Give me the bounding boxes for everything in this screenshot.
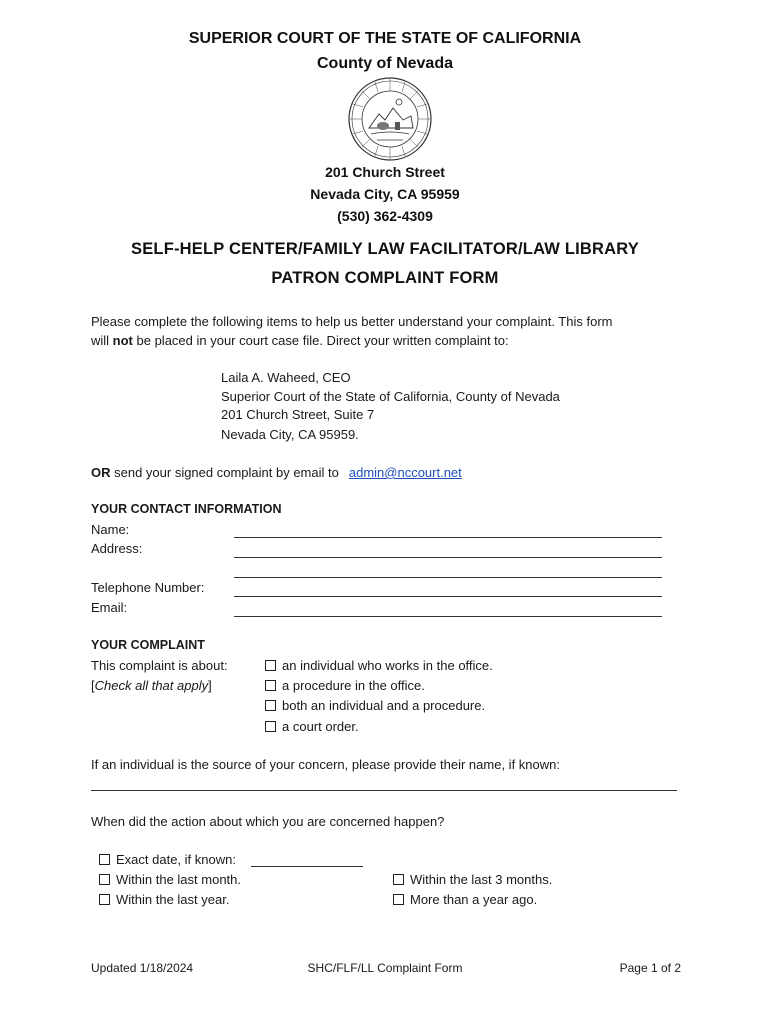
checkbox-icon[interactable]	[99, 894, 110, 905]
option-label: Within the last year.	[116, 892, 230, 907]
option-label: More than a year ago.	[410, 892, 538, 907]
checkbox-icon[interactable]	[265, 721, 276, 732]
phone-label: Telephone Number:	[91, 580, 205, 595]
option-label: an individual who works in the office.	[282, 658, 493, 673]
court-street: 201 Church Street	[325, 164, 445, 180]
recipient-name: Laila A. Waheed, CEO	[221, 370, 351, 385]
intro-emphasis: not	[112, 333, 133, 348]
when-last-month[interactable]	[99, 870, 241, 890]
email-field[interactable]	[234, 616, 662, 617]
address-field-line1[interactable]	[234, 557, 662, 558]
intro-text: be placed in your court case file. Direct your written complaint to:	[132, 333, 509, 348]
footer-updated: Updated 1/18/2024	[91, 961, 194, 975]
intro-text: will	[91, 333, 113, 348]
when-last-3-months[interactable]	[393, 870, 552, 890]
intro-line2	[91, 331, 509, 351]
county-name: County of Nevada	[316, 55, 453, 72]
option-label: a court order.	[282, 719, 359, 734]
recipient-city: Nevada City, CA 95959.	[221, 427, 359, 442]
form-title-line2: PATRON COMPLAINT FORM	[271, 269, 499, 287]
exact-date-field[interactable]	[251, 866, 363, 867]
option-label: Within the last month.	[116, 872, 241, 887]
check-all-note-text: Check all that apply	[94, 678, 209, 693]
address-label: Address:	[91, 541, 143, 556]
email-instruction-text: send your signed complaint by email to	[110, 465, 339, 480]
when-prompt: When did the action about which you are concerned happen?	[91, 814, 445, 829]
phone-field[interactable]	[234, 596, 662, 597]
checkbox-icon[interactable]	[393, 894, 404, 905]
option-procedure[interactable]	[265, 676, 425, 696]
checkbox-icon[interactable]	[393, 874, 404, 885]
option-both[interactable]	[265, 696, 485, 716]
complaint-about-label: This complaint is about:	[91, 658, 228, 673]
individual-name-field[interactable]	[91, 790, 677, 791]
complaint-heading: YOUR COMPLAINT	[91, 638, 205, 652]
recipient-street: 201 Church Street, Suite 7	[221, 407, 375, 422]
when-over-year[interactable]	[393, 890, 537, 910]
option-court-order[interactable]	[265, 717, 359, 737]
address-field-line2[interactable]	[234, 577, 662, 578]
form-title-line1: SELF-HELP CENTER/FAMILY LAW FACILITATOR/LAW LIBRARY	[131, 240, 639, 258]
email-link[interactable]: admin@nccourt.net	[348, 465, 462, 480]
checkbox-icon[interactable]	[99, 874, 110, 885]
court-phone: (530) 362-4309	[337, 208, 433, 224]
email-instruction	[91, 463, 462, 483]
footer-form-name: SHC/FLF/LL Complaint Form	[307, 961, 463, 975]
or-label: OR	[91, 465, 111, 480]
checkbox-icon[interactable]	[99, 854, 110, 865]
name-label: Name:	[91, 522, 130, 537]
footer-page-number: Page 1 of 2	[619, 961, 681, 975]
check-all-note: [Check all that apply]	[91, 678, 212, 693]
option-label: Exact date, if known:	[116, 852, 236, 867]
when-exact-date[interactable]	[99, 850, 236, 870]
option-label: Within the last 3 months.	[410, 872, 553, 887]
individual-prompt: If an individual is the source of your concern, please provide their name, if known:	[91, 757, 560, 772]
option-label: a procedure in the office.	[282, 678, 425, 693]
checkbox-icon[interactable]	[265, 700, 276, 711]
recipient-org: Superior Court of the State of California, County of Nevada	[221, 389, 560, 404]
intro-line1: Please complete the following items to help us better understand your complaint. This form	[91, 314, 613, 329]
name-field[interactable]	[234, 537, 662, 538]
court-city: Nevada City, CA 95959	[310, 186, 460, 202]
court-name: SUPERIOR COURT OF THE STATE OF CALIFORNIA	[188, 30, 582, 47]
checkbox-icon[interactable]	[265, 680, 276, 691]
when-last-year[interactable]	[99, 890, 229, 910]
california-court-seal-icon	[347, 76, 433, 162]
email-label: Email:	[91, 600, 128, 615]
option-label: both an individual and a procedure.	[282, 698, 486, 713]
contact-heading: YOUR CONTACT INFORMATION	[91, 502, 282, 516]
option-individual[interactable]	[265, 656, 493, 676]
checkbox-icon[interactable]	[265, 660, 276, 671]
